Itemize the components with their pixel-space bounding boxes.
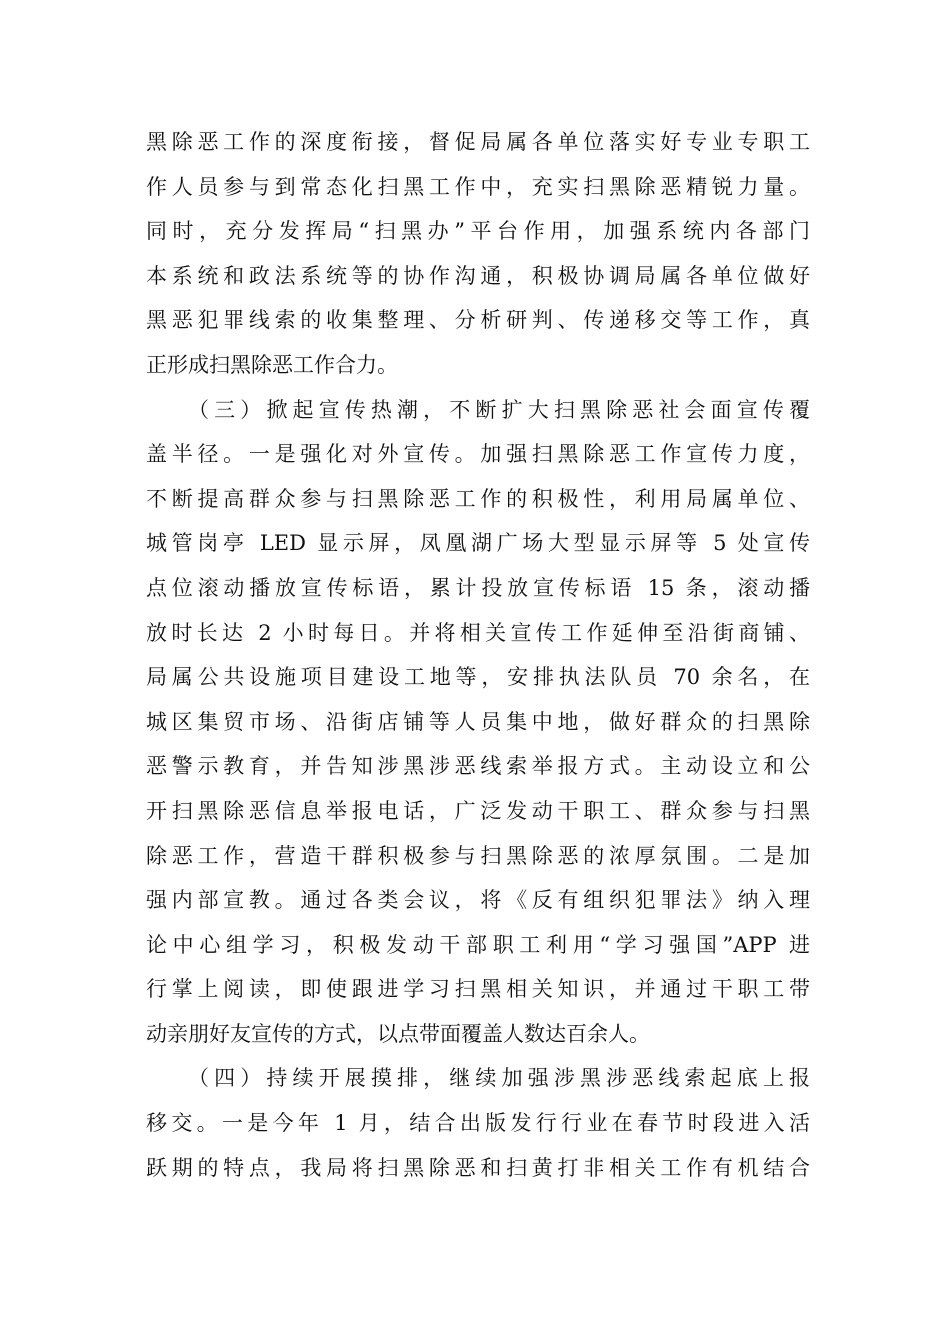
text-line: 不断提高群众参与扫黑除恶工作的积极性，利用局属单位、 (146, 486, 810, 511)
text-line: 行掌上阅读，即使跟进学习扫黑相关知识，并通过干职工带 (146, 977, 810, 1002)
text-line: 论中心组学习，积极发动干部职工利用“学习强国”APP 进 (146, 932, 810, 957)
text-line: 除恶工作，营造干群积极参与扫黑除恶的浓厚氛围。二是加 (146, 843, 810, 868)
text-line: 局属公共设施项目建设工地等，安排执法队员 70 余名，在 (146, 665, 810, 690)
text-line: 城管岗亭 LED 显示屏，凤凰湖广场大型显示屏等 5 处宣传 (146, 531, 810, 556)
document-body (146, 120, 810, 1190)
text-line: 恶警示教育，并告知涉黑涉恶线索举报方式。主动设立和公 (146, 754, 810, 779)
paragraph-heading-line: （四）持续开展摸排，继续加强涉黑涉恶线索起底上报 (188, 1066, 810, 1091)
text-line: 本系统和政法系统等的协作沟通，积极协调局属各单位做好 (146, 263, 810, 288)
text-line: 点位滚动播放宣传标语，累计投放宣传标语 15 条，滚动播 (146, 575, 810, 600)
text-line: 盖半径。一是强化对外宣传。加强扫黑除恶工作宣传力度， (146, 442, 810, 467)
text-line: 移交。一是今年 1 月，结合出版发行行业在春节时段进入活 (146, 1111, 810, 1136)
text-line: 黑恶犯罪线索的收集整理、分析研判、传递移交等工作，真 (146, 308, 810, 333)
text-line: 放时长达 2 小时每日。并将相关宣传工作延伸至沿街商铺、 (146, 620, 810, 645)
text-line: 开扫黑除恶信息举报电话，广泛发动干职工、群众参与扫黑 (146, 798, 810, 823)
text-line: 动亲朋好友宣传的方式，以点带面覆盖人数达百余人。 (146, 1021, 650, 1046)
paragraph-heading-line: （三）掀起宣传热潮，不断扩大扫黑除恶社会面宣传覆 (188, 397, 810, 422)
text-line: 强内部宣教。通过各类会议，将《反有组织犯罪法》纳入理 (146, 888, 810, 913)
text-line: 城区集贸市场、沿街店铺等人员集中地，做好群众的扫黑除 (146, 709, 810, 734)
text-line: 跃期的特点，我局将扫黑除恶和扫黄打非相关工作有机结合 (146, 1155, 810, 1180)
text-line: 黑除恶工作的深度衔接，督促局属各单位落实好专业专职工 (146, 130, 810, 154)
text-line: 同时，充分发挥局“扫黑办”平台作用，加强系统内各部门 (146, 219, 810, 244)
text-line: 正形成扫黑除恶工作合力。 (146, 352, 398, 377)
text-line: 作人员参与到常态化扫黑工作中，充实扫黑除恶精锐力量。 (146, 174, 810, 199)
